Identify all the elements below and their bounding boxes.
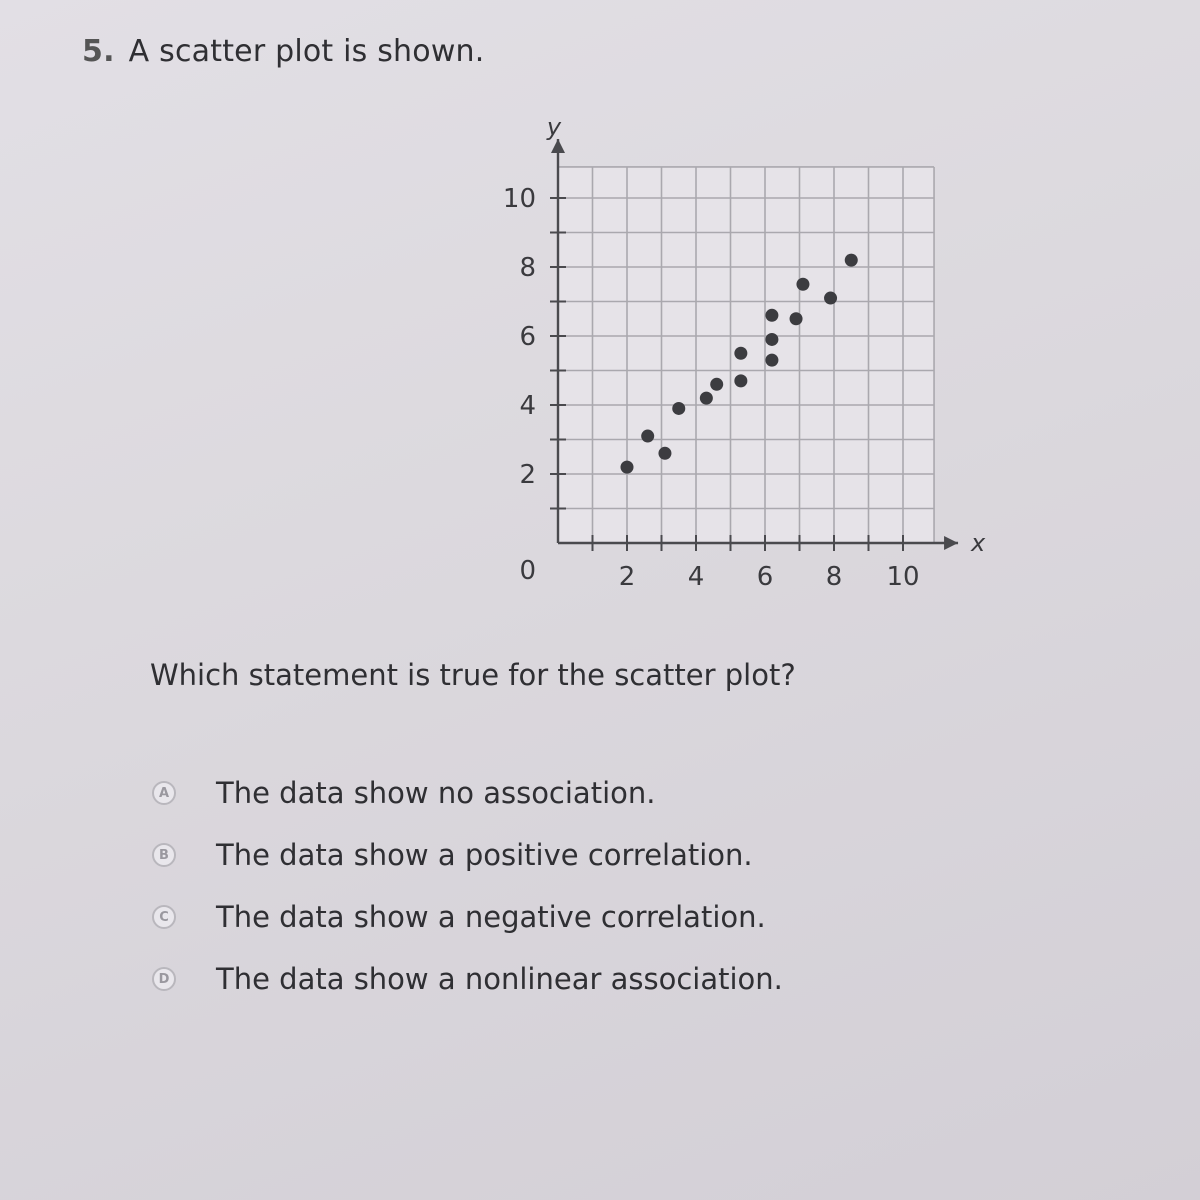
choice-c-radio[interactable]: C	[152, 905, 176, 929]
choice-c[interactable]	[152, 886, 783, 948]
choice-a[interactable]	[152, 762, 783, 824]
data-point	[734, 374, 747, 387]
data-point	[765, 309, 778, 322]
data-point	[710, 378, 723, 391]
data-point	[672, 402, 685, 415]
data-point	[790, 312, 803, 325]
data-point	[765, 333, 778, 346]
choice-b-label: The data show a positive correlation.	[216, 838, 753, 872]
question-prompt: Which statement is true for the scatter plot?	[150, 658, 796, 692]
question-text: A scatter plot is shown.	[128, 34, 485, 69]
x-tick-label: 10	[886, 562, 920, 592]
x-tick-label: 4	[687, 562, 705, 592]
data-point	[641, 430, 654, 443]
choice-d-radio[interactable]: D	[152, 967, 176, 991]
x-tick-label: 6	[756, 562, 774, 592]
x-axis-arrow	[944, 536, 958, 550]
choice-b[interactable]	[152, 824, 783, 886]
choice-c-label: The data show a negative correlation.	[216, 900, 766, 934]
choice-a-label: The data show no association.	[216, 776, 656, 810]
x-tick-label: 8	[825, 562, 843, 592]
y-axis-label: y	[546, 112, 562, 141]
choice-a-radio[interactable]: A	[152, 781, 176, 805]
data-point	[765, 354, 778, 367]
data-point	[700, 392, 713, 405]
y-tick-label: 10	[502, 184, 536, 214]
choice-d[interactable]	[152, 948, 783, 1010]
y-tick-label: 8	[519, 253, 536, 283]
data-point	[796, 278, 809, 291]
data-point	[621, 461, 634, 474]
question-number: 5.	[82, 34, 115, 69]
data-point	[824, 292, 837, 305]
y-tick-label: 2	[519, 460, 536, 490]
y-tick-label: 4	[519, 391, 536, 421]
y-axis-arrow	[551, 139, 565, 153]
choice-b-radio[interactable]: B	[152, 843, 176, 867]
y-tick-label: 6	[519, 322, 536, 352]
choice-d-label: The data show a nonlinear association.	[216, 962, 783, 996]
data-point	[845, 254, 858, 267]
origin-label: 0	[519, 556, 536, 586]
answer-choices	[152, 762, 783, 1010]
x-axis-label: x	[970, 529, 986, 557]
x-tick-label: 2	[618, 562, 636, 592]
data-point	[734, 347, 747, 360]
data-point	[658, 447, 671, 460]
